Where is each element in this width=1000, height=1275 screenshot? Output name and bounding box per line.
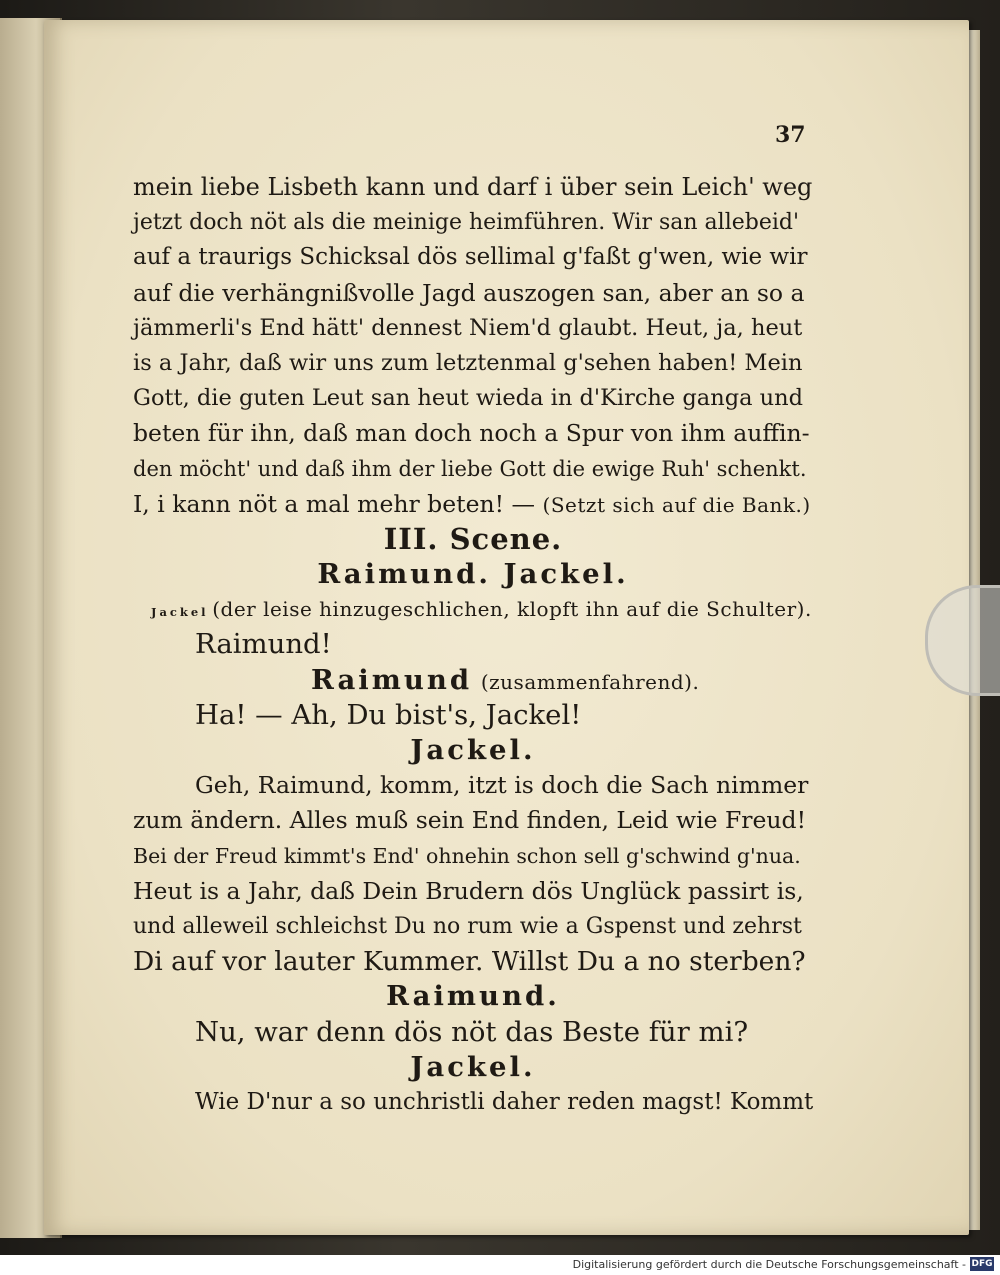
- page-text: [133, 170, 813, 1120]
- body-line: beten für ihn, daß man doch noch a Spur von ihm auffin-: [133, 419, 810, 448]
- footer-bar: [0, 1255, 1000, 1275]
- speaker-heading: Jackel.: [410, 734, 536, 766]
- dialogue-line: und alleweil schleichst Du no rum wie a Gspenst und zehrst: [133, 913, 802, 939]
- body-line: auf a traurigs Schicksal dös sellimal g'faßt g'wen, wie wir: [133, 244, 808, 271]
- closing-line: [133, 487, 813, 522]
- dfg-logo: DFG: [971, 1259, 993, 1269]
- body-line: jetzt doch nöt als die meinige heimführen. Wir san allebeid': [133, 210, 800, 236]
- page-number: 37: [775, 122, 806, 148]
- dialogue-line: Ha! — Ah, Du bist's, Jackel!: [195, 698, 582, 731]
- jackel-entrance: [133, 592, 813, 627]
- body-line: auf die verhängnißvolle Jagd auszogen san, aber an so a: [133, 278, 805, 307]
- dialogue-line: Raimund!: [195, 628, 332, 661]
- body-line: mein liebe Lisbeth kann und darf i über sein Leich' weg: [133, 173, 813, 201]
- stage-direction: (zusammenfahrend).: [480, 669, 700, 694]
- raimund-entrance: [133, 663, 813, 698]
- stage-direction: (Setzt sich auf die Bank.): [542, 492, 811, 517]
- body-line: is a Jahr, daß wir uns zum letztenmal g'sehen haben! Mein: [133, 349, 803, 376]
- speaker-name: Raimund: [311, 663, 473, 696]
- dialogue-line: zum ändern. Alles muß sein End finden, Leid wie Freud!: [133, 806, 807, 835]
- closing-text: I, i kann nöt a mal mehr beten! —: [133, 489, 536, 518]
- stage-direction: (der leise hinzugeschlichen, klopft ihn auf die Schulter).: [212, 597, 812, 622]
- body-line: Gott, die guten Leut san heut wieda in d'Kirche ganga und: [133, 385, 804, 412]
- speaker-heading: Jackel.: [410, 1050, 536, 1083]
- dialogue-line: Nu, war denn dös nöt das Beste für mi?: [195, 1015, 749, 1048]
- scene-heading: III. Scene.: [383, 521, 563, 556]
- funding-credit: Digitalisierung gefördert durch die Deutsche Forschungsgemeinschaft -: [572, 1258, 966, 1271]
- speaker-heading: Raimund.: [386, 980, 560, 1013]
- dialogue-line: Heut is a Jahr, daß Dein Brudern dös Unglück passirt is,: [133, 876, 804, 905]
- character-list: Raimund. Jackel.: [317, 558, 629, 591]
- dialogue-line: Di auf vor lauter Kummer. Willst Du a no sterben?: [133, 946, 806, 978]
- body-line: jämmerli's End hätt' dennest Niem'd glaubt. Heut, ja, heut: [133, 314, 803, 341]
- dialogue-line: Geh, Raimund, komm, itzt is doch die Sach nimmer: [195, 771, 809, 800]
- dialogue-line: Wie D'nur a so unchristli daher reden magst! Kommt: [195, 1088, 814, 1115]
- speaker-name: Jackel: [151, 605, 209, 620]
- body-line: den möcht' und daß ihm der liebe Gott die ewige Ruh' schenkt.: [133, 456, 807, 481]
- dialogue-line: Bei der Freud kimmt's End' ohnehin schon sell g'schwind g'nua.: [133, 843, 801, 868]
